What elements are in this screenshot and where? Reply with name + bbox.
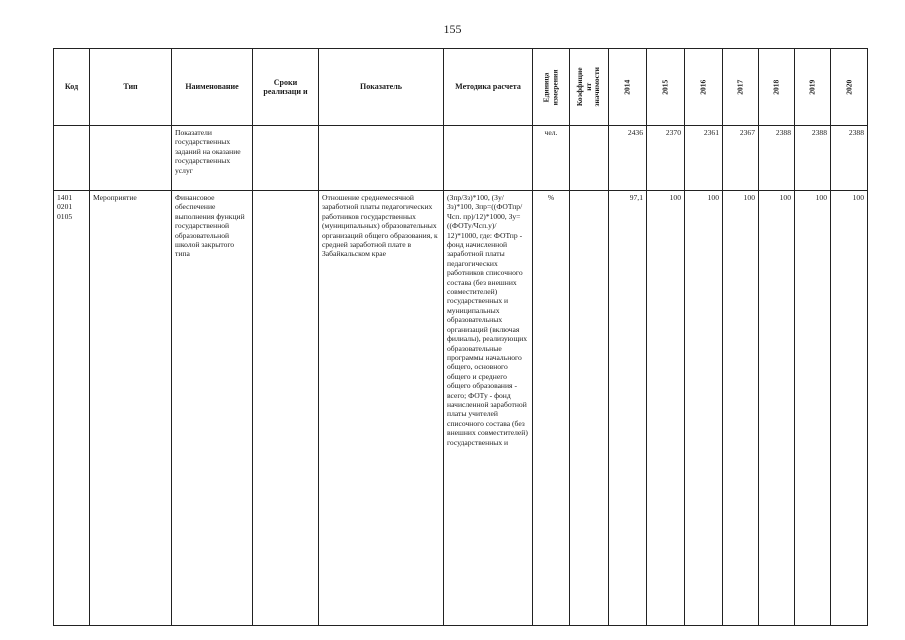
header-type: Тип <box>90 49 172 126</box>
header-year-2019: 2019 <box>795 49 831 126</box>
cell-type: Мероприятие <box>90 191 172 626</box>
page-number: 155 <box>443 22 462 36</box>
cell-value-2018: 2388 <box>759 126 795 191</box>
header-name: Наименование <box>172 49 253 126</box>
cell-unit: чел. <box>533 126 570 191</box>
cell-name: Финансовое обеспечение выполнения функций государственной образовательной школой закрытого типа <box>172 191 253 626</box>
cell-value-2014: 97,1 <box>609 191 647 626</box>
cell-value-2017: 2367 <box>723 126 759 191</box>
cell-value-2015: 100 <box>647 191 685 626</box>
header-row <box>54 49 868 126</box>
cell-value-2015: 2370 <box>647 126 685 191</box>
header-coef: Коэффицие нт значимости <box>570 49 609 126</box>
cell-value-2020: 100 <box>831 191 868 626</box>
cell-value-2016: 2361 <box>685 126 723 191</box>
cell-coef <box>570 191 609 626</box>
header-year-2014: 2014 <box>609 49 647 126</box>
header-code: Код <box>54 49 90 126</box>
cell-code: 1401 0201 0105 <box>54 191 90 626</box>
cell-method: (Зпр/Зз)*100, (Зу/Зз)*100, Зпр=((ФОТпр/Чсп. пр)/12)*1000, Зу=((ФОТу/Чсп.у)/ 12)*1000, где: ФОТпр - фонд начисленной заработной платы педагогических работников списочного состава (без внешних совместителей) государственных и муниципальных образовательных организаций (включая филиалы), реализующих образовательные программы начального общего, основного общего и среднего общего образования - всего; ФОТу - фонд начисленной заработной платы учителей списочного состава (без внешних совместителей) государственных и <box>444 191 533 626</box>
cell-terms <box>253 191 319 626</box>
table-row <box>54 191 868 626</box>
cell-type <box>90 126 172 191</box>
header-method: Методика расчета <box>444 49 533 126</box>
cell-code <box>54 126 90 191</box>
header-year-2018: 2018 <box>759 49 795 126</box>
cell-coef <box>570 126 609 191</box>
cell-value-2020: 2388 <box>831 126 868 191</box>
header-year-2020: 2020 <box>831 49 868 126</box>
header-year-2017: 2017 <box>723 49 759 126</box>
header-year-2016: 2016 <box>685 49 723 126</box>
cell-method <box>444 126 533 191</box>
cell-value-2019: 100 <box>795 191 831 626</box>
cell-value-2018: 100 <box>759 191 795 626</box>
cell-value-2019: 2388 <box>795 126 831 191</box>
cell-indicator: Отношение среднемесячной заработной платы педагогических работников государственных (муниципальных) образовательных организаций общего образования, к средней заработной плате в Забайкальском крае <box>319 191 444 626</box>
header-terms: Сроки реализаци и <box>253 49 319 126</box>
table-row <box>54 126 868 191</box>
header-indicator: Показатель <box>319 49 444 126</box>
cell-indicator <box>319 126 444 191</box>
program-indicators-table <box>53 48 868 626</box>
cell-value-2017: 100 <box>723 191 759 626</box>
cell-unit: % <box>533 191 570 626</box>
cell-value-2016: 100 <box>685 191 723 626</box>
cell-name: Показатели государственных заданий на оказание государственных услуг <box>172 126 253 191</box>
cell-terms <box>253 126 319 191</box>
cell-value-2014: 2436 <box>609 126 647 191</box>
header-unit: Единица измерения <box>533 49 570 126</box>
header-year-2015: 2015 <box>647 49 685 126</box>
